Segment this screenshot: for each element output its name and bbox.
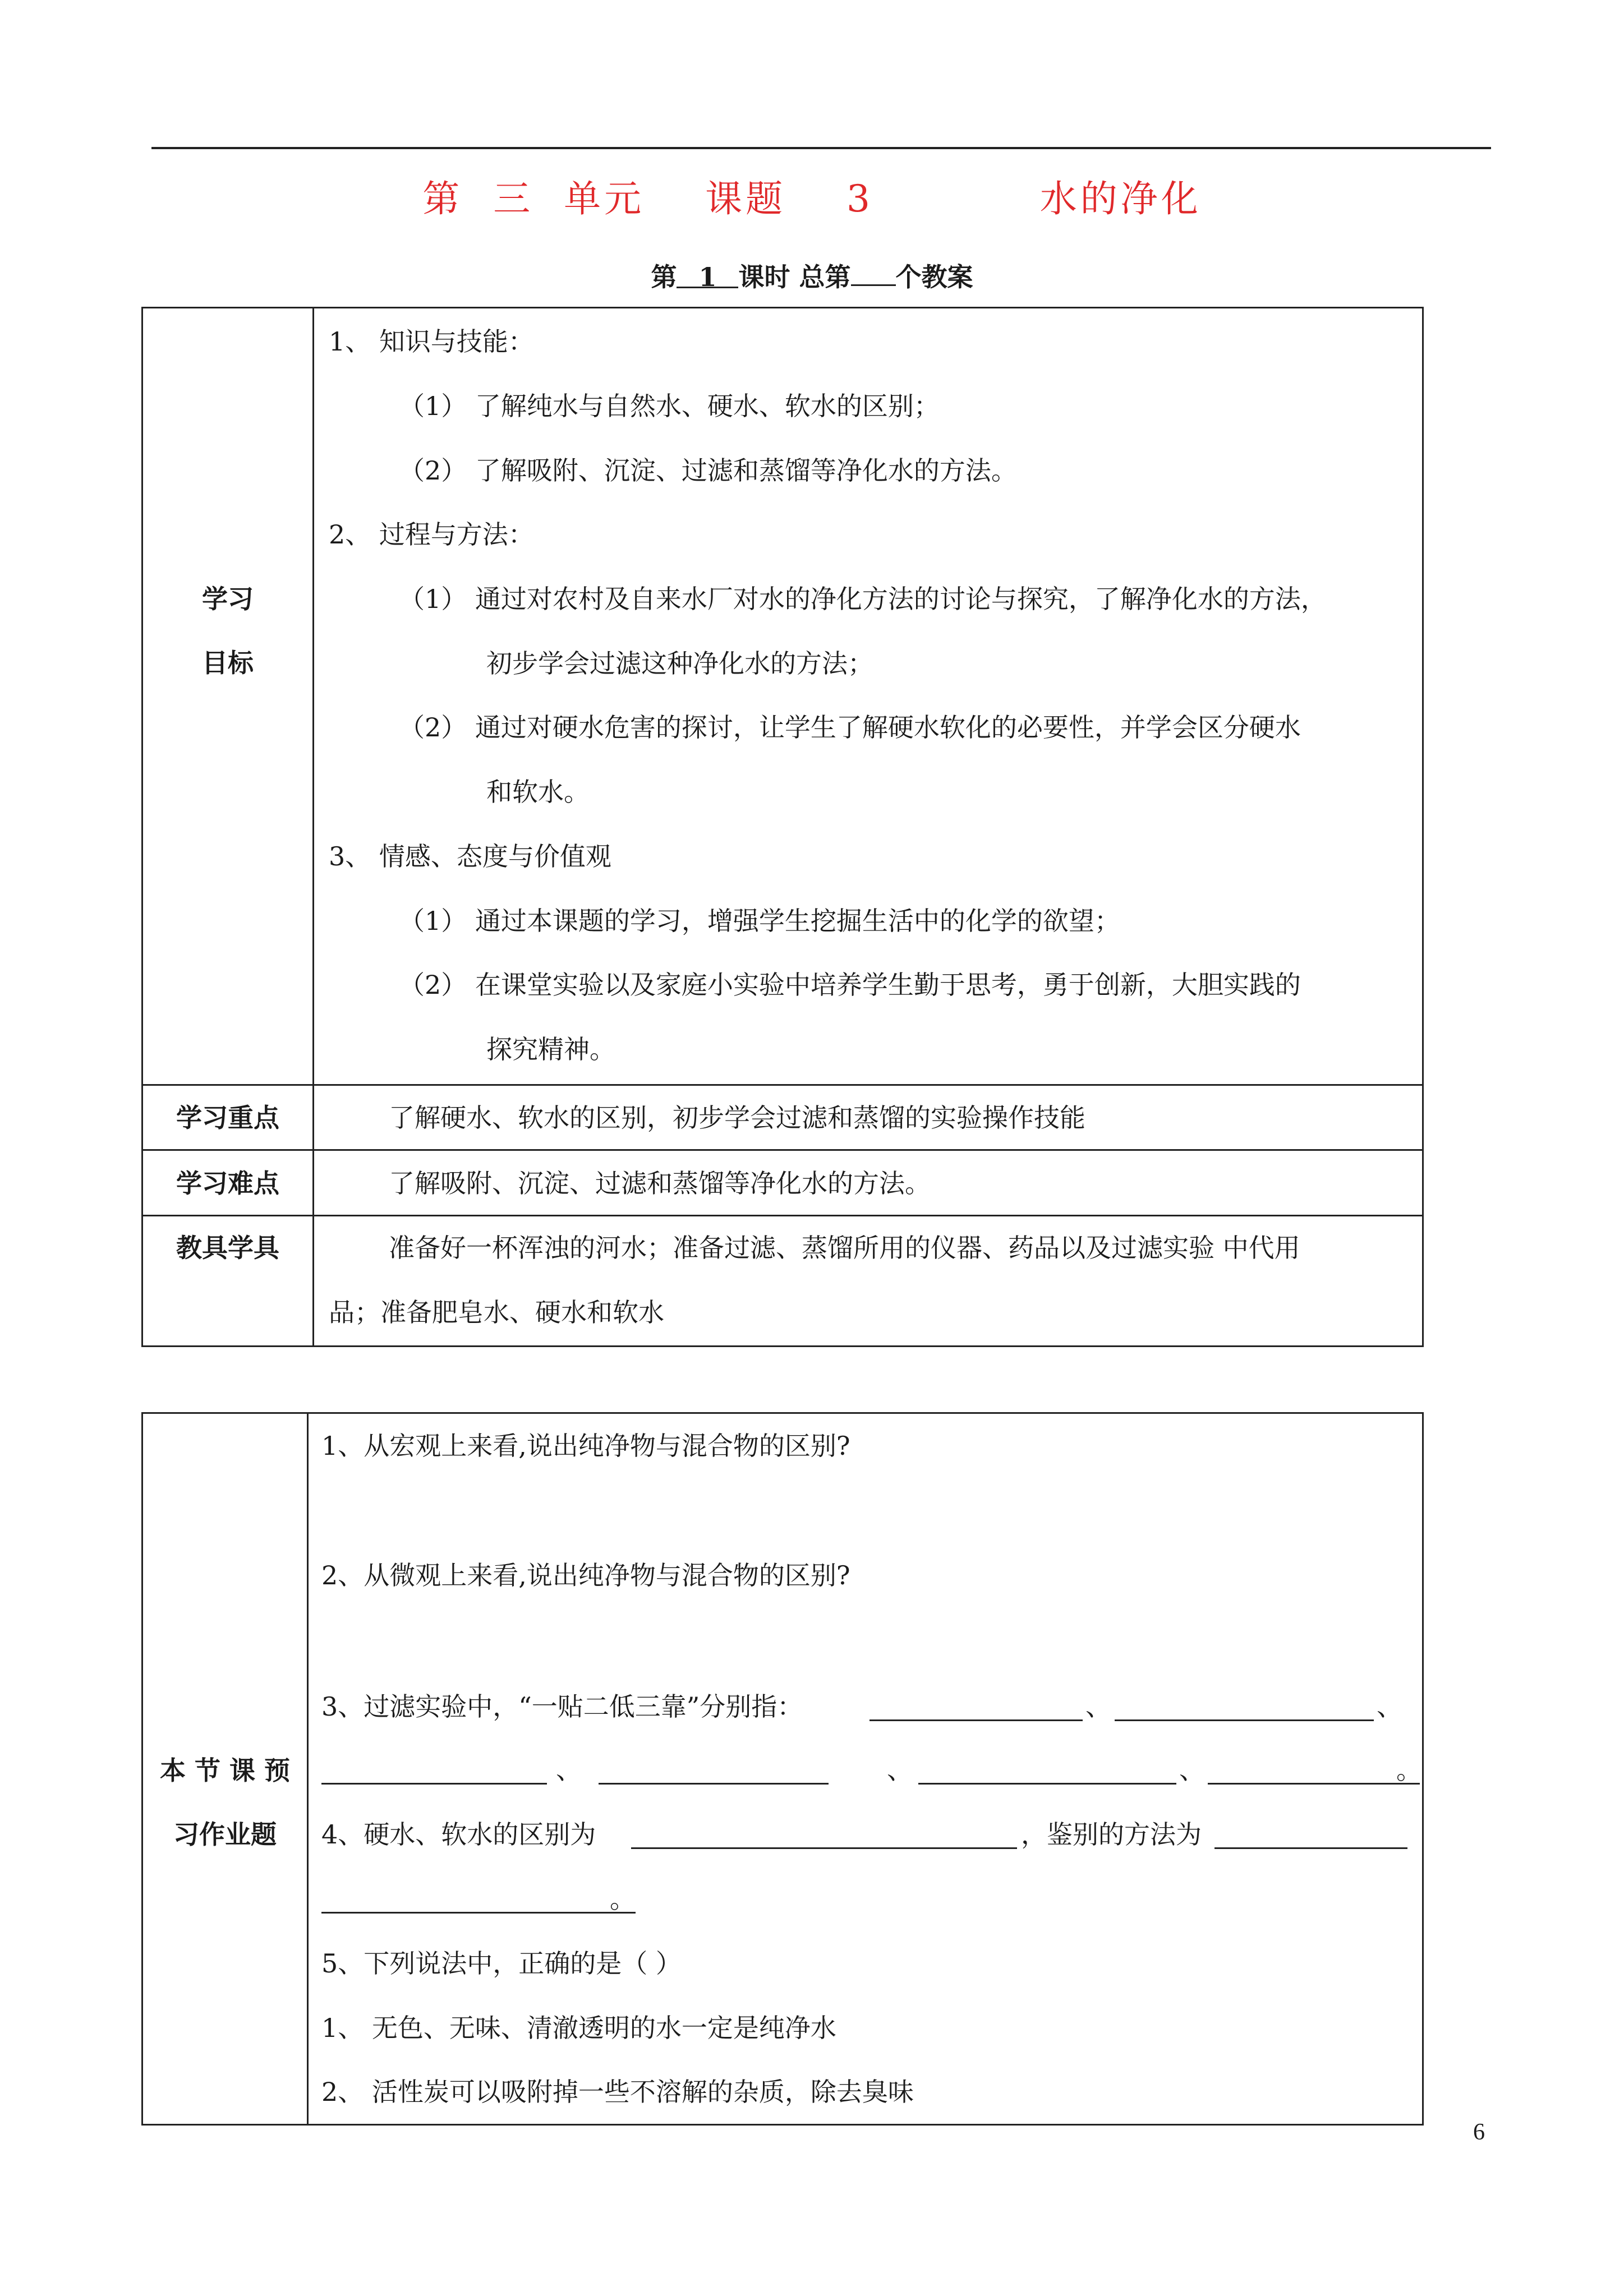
objective-line: （1） 了解纯水与自然水、硬水、软水的区别； bbox=[399, 391, 940, 421]
answer-blank[interactable] bbox=[1214, 1847, 1407, 1849]
preview-homework-table bbox=[141, 1412, 1424, 2126]
lesson-number: 1 bbox=[677, 257, 738, 288]
lesson-subtitle bbox=[0, 255, 1624, 297]
title-part: 课题 bbox=[705, 177, 786, 220]
title-part: 三 bbox=[493, 177, 534, 220]
answer-blank[interactable] bbox=[918, 1783, 1176, 1785]
row-divider bbox=[143, 1215, 1422, 1216]
objectives-label: 目标 bbox=[202, 648, 254, 678]
title-part: 水的净化 bbox=[1039, 177, 1202, 220]
header-rule bbox=[151, 147, 1491, 149]
question-3: 3、过滤实验中，“一贴二低三靠”分别指： bbox=[321, 1691, 803, 1722]
question-4: 4、硬水、软水的区别为 bbox=[321, 1819, 596, 1850]
end-mark: 。 bbox=[1396, 1755, 1422, 1785]
option-2: 2、 活性炭可以吸附掉一些不溶解的杂质，除去臭味 bbox=[321, 2077, 914, 2107]
key-points-label: 学习重点 bbox=[176, 1103, 279, 1133]
materials-text: 品；准备肥皂水、硬水和软水 bbox=[329, 1297, 664, 1327]
preview-label: 本 节 课 预 bbox=[159, 1755, 291, 1786]
answer-blank[interactable] bbox=[1208, 1783, 1420, 1785]
key-points-text: 了解硬水、软水的区别，初步学会过滤和蒸馏的实验操作技能 bbox=[389, 1103, 1085, 1133]
column-divider bbox=[307, 1414, 309, 2124]
question-5: 5、下列说法中，正确的是（ ） bbox=[321, 1948, 682, 1979]
question-4-mid: ，鉴别的方法为 bbox=[1021, 1819, 1202, 1850]
objective-line: 1、 知识与技能： bbox=[329, 326, 534, 357]
title-part: 单元 bbox=[564, 177, 645, 220]
objective-line: 探究精神。 bbox=[486, 1034, 615, 1064]
subtitle-mid: 课时 总第 bbox=[738, 262, 851, 292]
objective-line: （2） 在课堂实验以及家庭小实验中培养学生勤于思考，勇于创新，大胆实践的 bbox=[399, 970, 1301, 1000]
option-1: 1、 无色、无味、清澈透明的水一定是纯净水 bbox=[321, 2013, 836, 2043]
objective-line: （2） 了解吸附、沉淀、过滤和蒸馏等净化水的方法。 bbox=[399, 455, 1017, 486]
objective-line: （1） 通过对农村及自来水厂对水的净化方法的讨论与探究，了解净化水的方法， bbox=[399, 584, 1327, 614]
question-1: 1、从宏观上来看,说出纯净物与混合物的区别? bbox=[321, 1431, 850, 1461]
answer-blank[interactable] bbox=[599, 1783, 829, 1785]
title-part: 3 bbox=[846, 177, 873, 220]
separator: 、 bbox=[1085, 1691, 1111, 1722]
difficulties-text: 了解吸附、沉淀、过滤和蒸馏等净化水的方法。 bbox=[389, 1168, 931, 1198]
objective-line: 和软水。 bbox=[486, 777, 590, 807]
objective-line: 3、 情感、态度与价值观 bbox=[329, 841, 611, 872]
objective-line: （2） 通过对硬水危害的探讨，让学生了解硬水软化的必要性，并学会区分硬水 bbox=[399, 712, 1301, 743]
answer-blank[interactable] bbox=[321, 1783, 547, 1785]
preview-label: 习作业题 bbox=[173, 1819, 277, 1850]
objective-line: （1） 通过本课题的学习，增强学生挖掘生活中的化学的欲望； bbox=[399, 906, 1120, 936]
subtitle-prefix: 第 bbox=[651, 262, 677, 292]
answer-blank[interactable] bbox=[321, 1912, 636, 1914]
lesson-title bbox=[0, 171, 1624, 227]
answer-blank[interactable] bbox=[1115, 1719, 1374, 1721]
materials-label: 教具学具 bbox=[176, 1233, 279, 1263]
difficulties-label: 学习难点 bbox=[176, 1168, 279, 1198]
question-2: 2、从微观上来看,说出纯净物与混合物的区别? bbox=[321, 1560, 850, 1590]
separator: 、 bbox=[887, 1755, 913, 1785]
page-number: 6 bbox=[1473, 2119, 1485, 2145]
answer-blank[interactable] bbox=[631, 1847, 1017, 1849]
total-number-blank bbox=[851, 255, 896, 286]
column-divider bbox=[312, 308, 314, 1345]
subtitle-suffix: 个教案 bbox=[895, 262, 973, 292]
objectives-label: 学习 bbox=[202, 584, 254, 614]
objective-line: 初步学会过滤这种净化水的方法； bbox=[486, 648, 873, 679]
separator: 、 bbox=[556, 1755, 582, 1785]
separator: 、 bbox=[1377, 1691, 1402, 1722]
end-mark: 。 bbox=[610, 1884, 636, 1914]
row-divider bbox=[143, 1149, 1422, 1151]
answer-blank[interactable] bbox=[869, 1719, 1083, 1721]
separator: 、 bbox=[1179, 1755, 1205, 1785]
materials-text: 准备好一杯浑浊的河水；准备过滤、蒸馏所用的仪器、药品以及过滤实验 中代用 bbox=[389, 1233, 1300, 1263]
row-divider bbox=[143, 1084, 1422, 1086]
title-part: 第 bbox=[422, 177, 463, 220]
objective-line: 2、 过程与方法： bbox=[329, 519, 534, 550]
lesson-plan-table bbox=[141, 307, 1424, 1347]
